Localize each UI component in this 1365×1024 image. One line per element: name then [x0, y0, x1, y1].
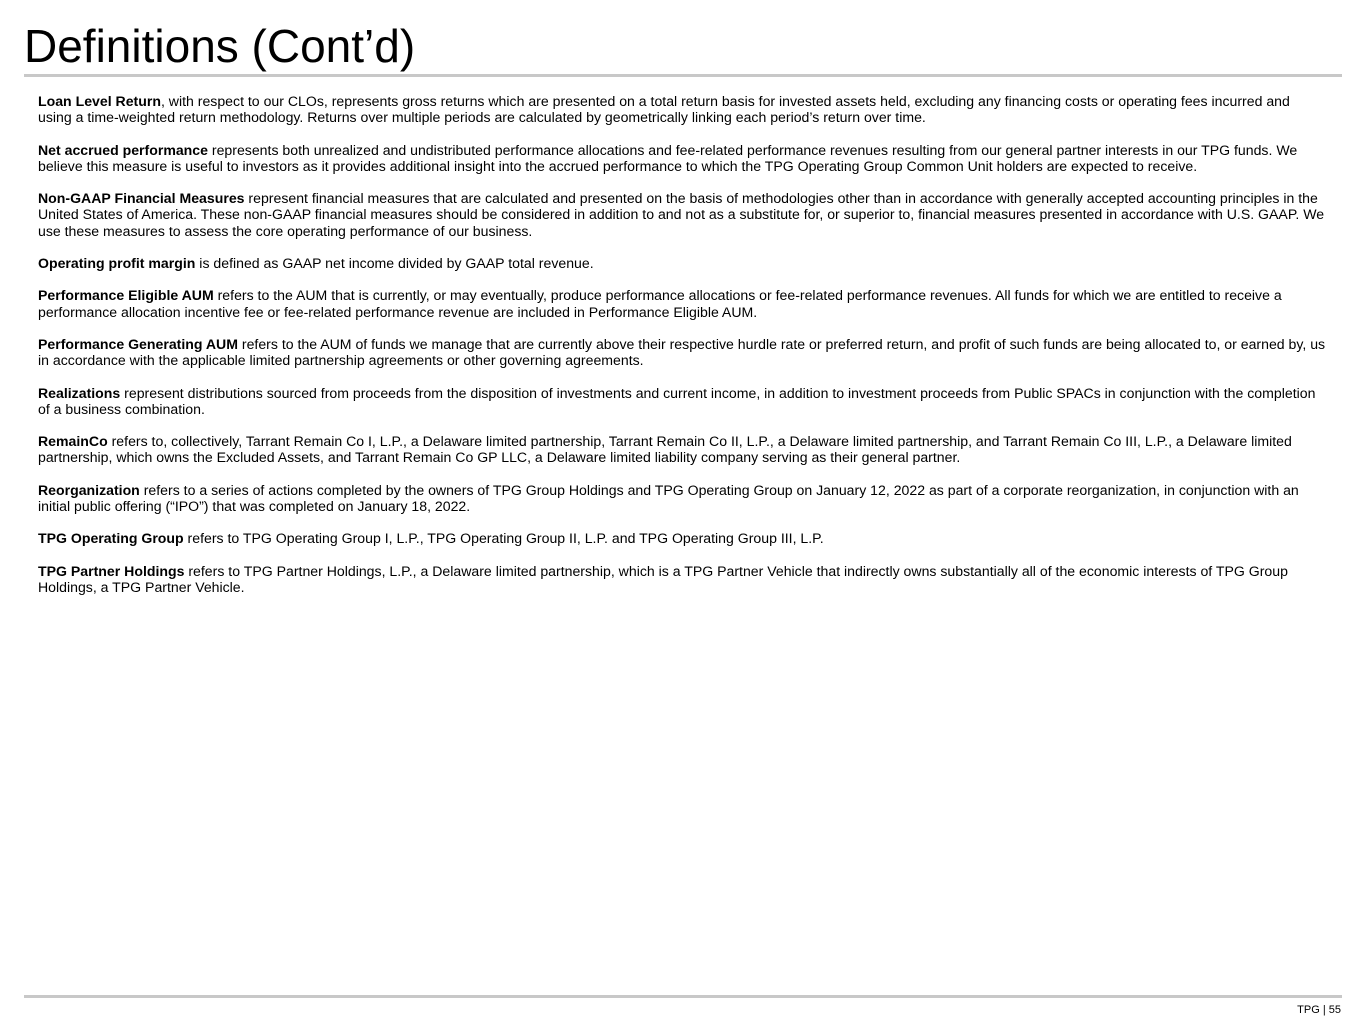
- definition-term: Performance Generating AUM: [38, 335, 238, 352]
- definition-item: [38, 530, 1326, 546]
- definition-term: TPG Operating Group: [38, 530, 184, 547]
- definition-text: , with respect to our CLOs, represents gross returns which are presented on a total return basis for invested assets held, excluding any financing costs or operating fees incurred and using a time-weighted return methodology. Returns over multiple periods are calculated by geometrically linking each period’s return over time.: [38, 93, 1290, 126]
- definition-term: RemainCo: [38, 433, 108, 450]
- definition-term: Loan Level Return: [38, 93, 161, 109]
- definition-term: Performance Eligible AUM: [38, 287, 214, 304]
- definition-text: represent distributions sourced from proceeds from the disposition of investments and current income, in addition to investment proceeds from Public SPACs in conjunction with the completion of a business combination.: [38, 384, 1316, 417]
- definition-text: refers to the AUM of funds we manage that are currently above their respective hurdle rate or preferred return, and profit of such funds are being allocated to, or earned by, us in accordance with the applicable limited partnership agreements or other governing agreements.: [38, 335, 1326, 369]
- definition-item: [38, 255, 1326, 271]
- page-number: TPG | 55: [1297, 1004, 1341, 1016]
- definition-item: [38, 287, 1326, 320]
- definition-term: Reorganization: [38, 481, 140, 498]
- definition-item: [38, 385, 1326, 418]
- definition-item: [38, 482, 1326, 515]
- definition-text: refers to, collectively, Tarrant Remain Co I, L.P., a Delaware limited partnership, Tarrant Remain Co II, L.P., a Delaware limited partnership, and Tarrant Remain Co III, L.P., a Delaware limited partnership, which owns the Excluded Assets, and Tarrant Remain Co GP LLC, a Delaware limited liability company serving as their general partner.: [38, 433, 1292, 466]
- definition-item: [38, 190, 1326, 239]
- definition-item: [38, 142, 1326, 175]
- definition-term: Net accrued performance: [38, 141, 208, 158]
- definition-text: represent financial measures that are calculated and presented on the basis of methodologies other than in accordance with generally accepted accounting principles in the United States of America. These non-GAAP financial measures should be considered in addition to and not as a substitute for, or superior to, financial measures presented in accordance with U.S. GAAP. We use these measures to assess the core operating performance of our business.: [38, 190, 1325, 239]
- definition-item: [38, 336, 1326, 369]
- definition-term: Operating profit margin: [38, 255, 196, 272]
- title-divider: [24, 74, 1342, 77]
- definition-text: is defined as GAAP net income divided by GAAP total revenue.: [195, 255, 594, 272]
- definition-text: represents both unrealized and undistributed performance allocations and fee-related performance revenues resulting from our general partner interests in our TPG funds. We believe this measure is useful to investors as it provides additional insight into the accrued performance to which the TPG Operating Group Common Unit holders are expected to receive.: [38, 141, 1298, 174]
- definition-term: Realizations: [38, 384, 121, 401]
- definition-term: TPG Partner Holdings: [38, 562, 185, 579]
- definition-text: refers to TPG Operating Group I, L.P., TPG Operating Group II, L.P. and TPG Operating Group III, L.P.: [183, 530, 824, 547]
- page-title: Definitions (Cont’d): [24, 20, 416, 72]
- definitions-list: [38, 93, 1326, 611]
- definition-text: refers to a series of actions completed by the owners of TPG Group Holdings and TPG Operating Group on January 12, 2022 as part of a corporate reorganization, in conjunction with an initial public offering (“IPO”) that was completed on January 18, 2022.: [38, 481, 1299, 515]
- definition-item: [38, 93, 1326, 126]
- footer-divider: [24, 995, 1342, 998]
- definition-item: [38, 433, 1326, 466]
- definition-term: Non-GAAP Financial Measures: [38, 190, 245, 207]
- definition-text: refers to TPG Partner Holdings, L.P., a Delaware limited partnership, which is a TPG Partner Vehicle that indirectly owns substantially all of the economic interests of TPG Group Holdings, a TPG Partner Vehicle.: [38, 562, 1288, 595]
- definition-text: refers to the AUM that is currently, or may eventually, produce performance allocations or fee-related performance revenues. All funds for which we are entitled to receive a performance allocation incentive fee or fee-related performance revenue are included in Performance Eligible AUM.: [38, 287, 1282, 320]
- definition-item: [38, 563, 1326, 596]
